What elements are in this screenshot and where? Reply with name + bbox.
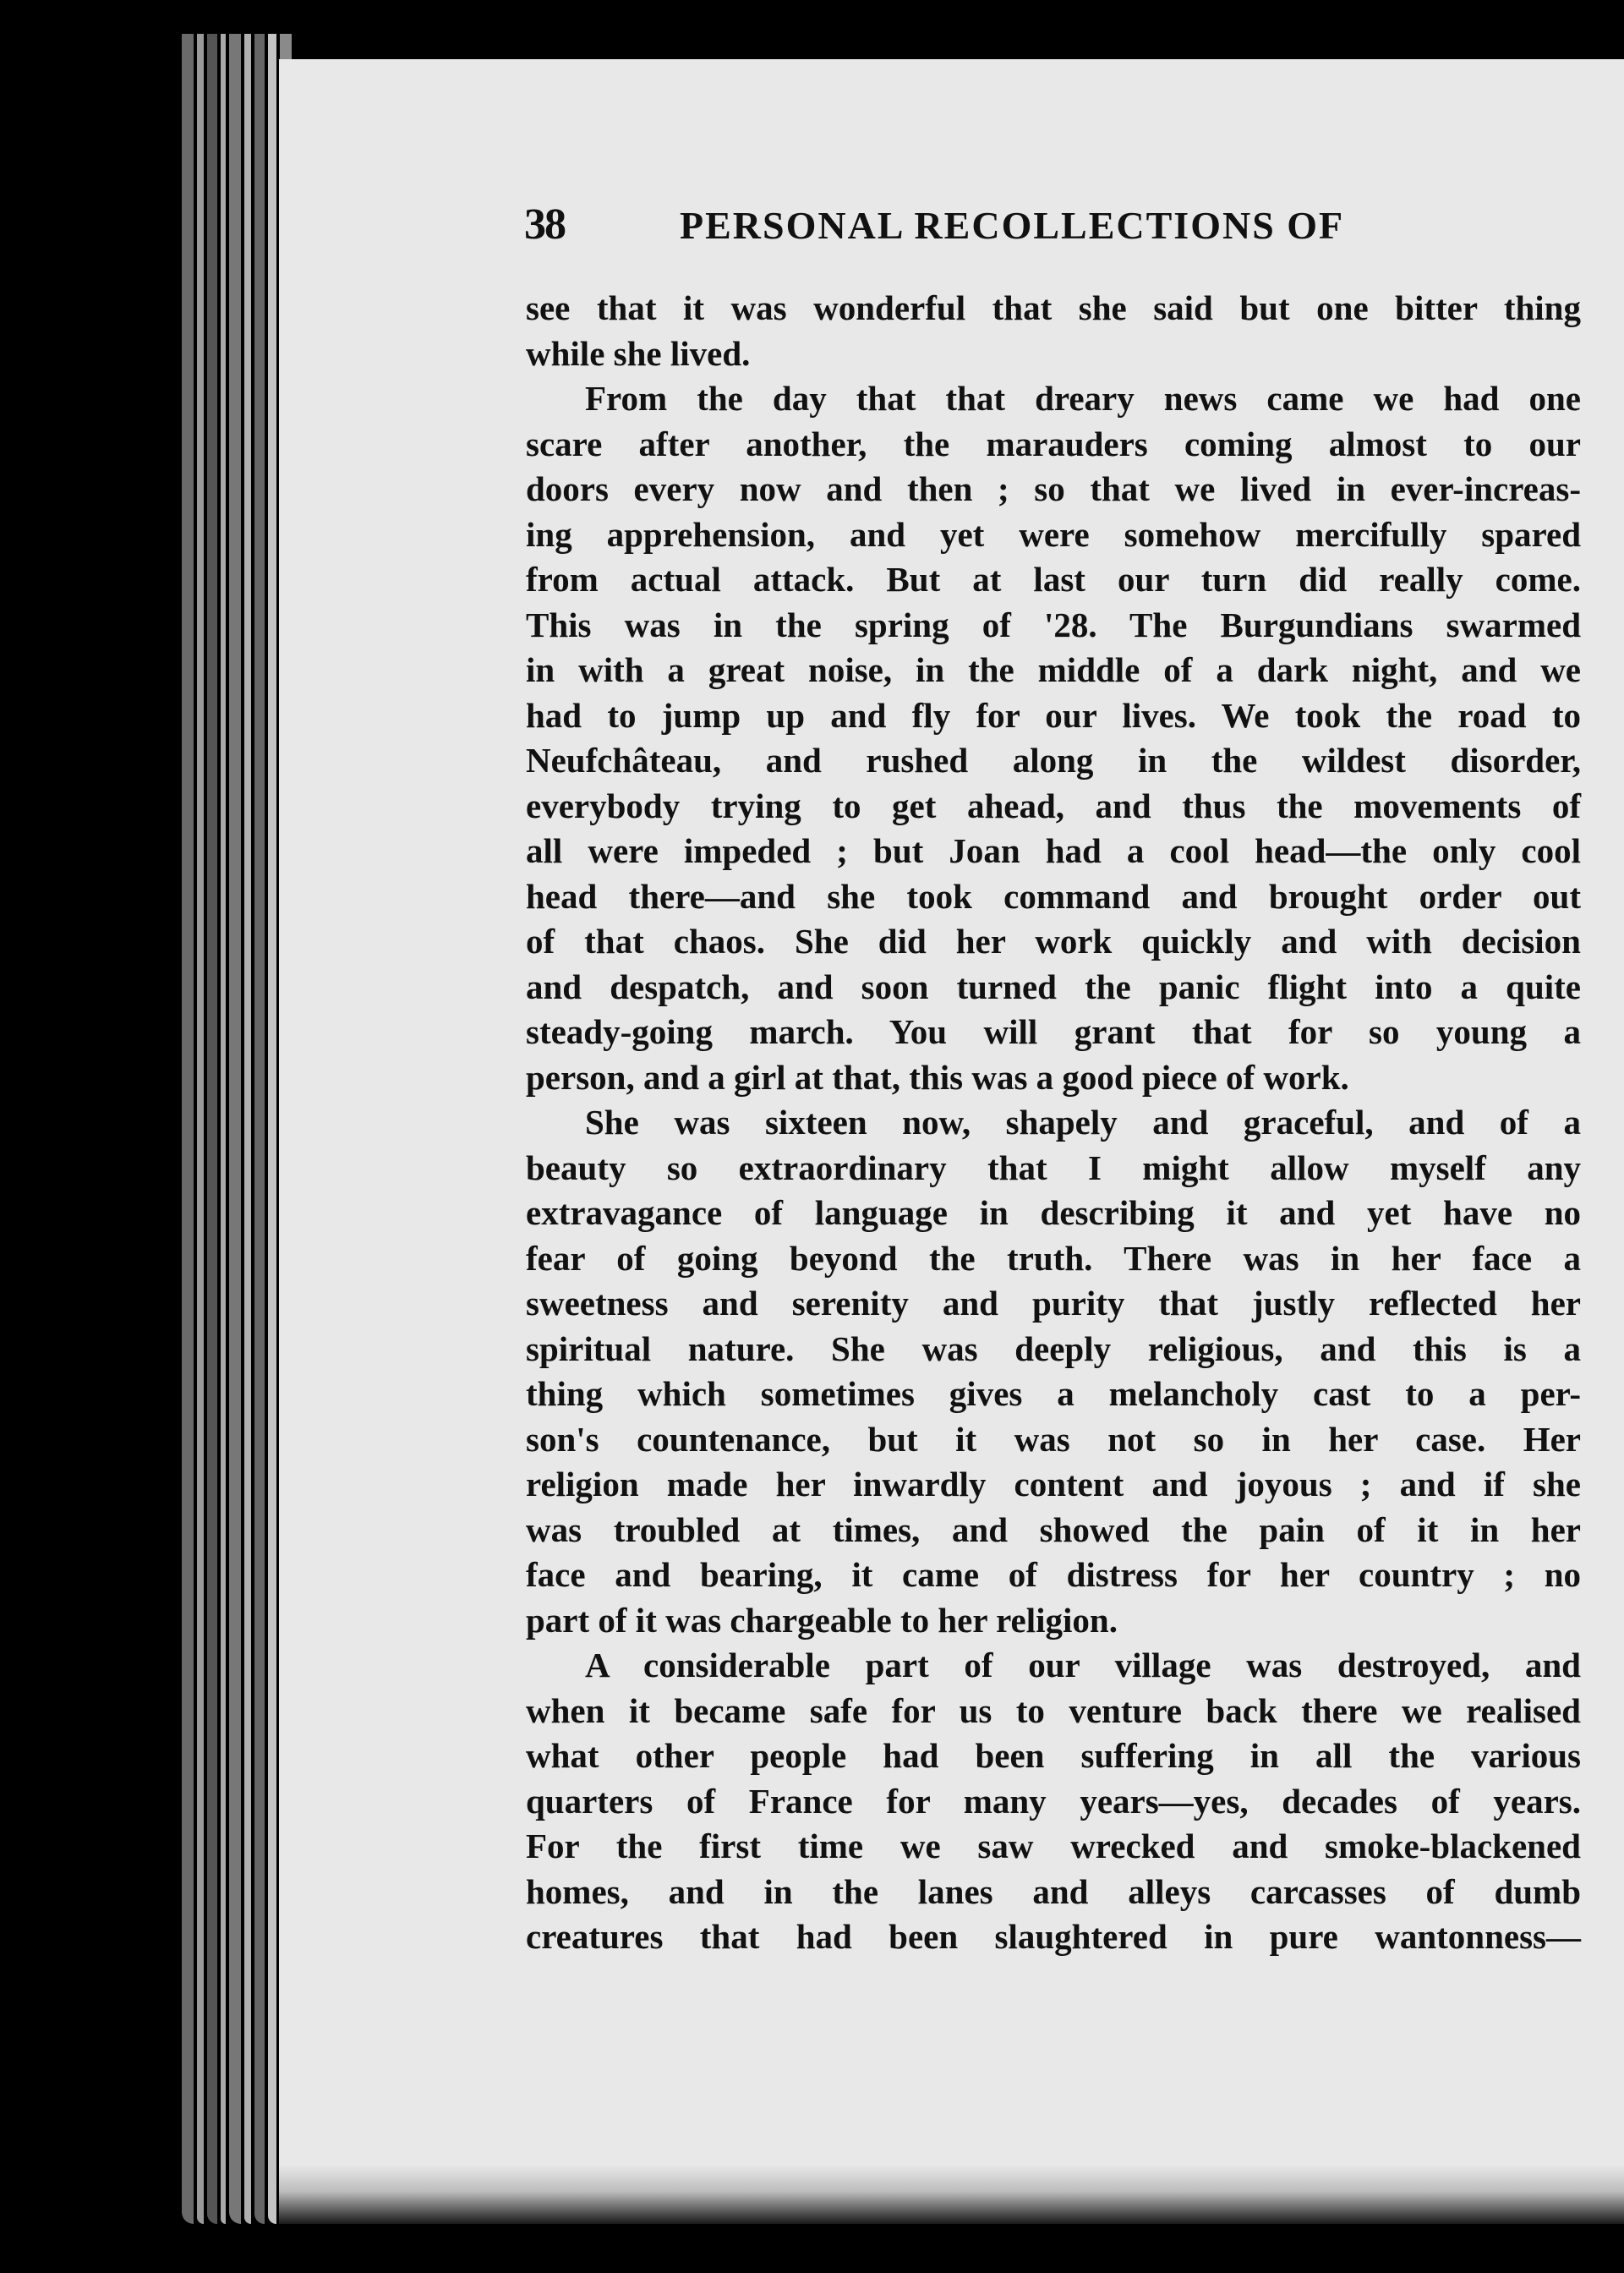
text-line: ing apprehension, and yet were somehow mercifully spared xyxy=(526,514,1581,554)
text-line: scare after another, the marauders coming almost to our xyxy=(526,424,1581,463)
text-line: in with a great noise, in the middle of a dark night, and we xyxy=(526,650,1581,689)
text-line: while she lived. xyxy=(526,333,751,373)
text-line: of that chaos. She did her work quickly and with decision xyxy=(526,922,1581,961)
text-line: religion made her inwardly content and joyous ; and if she xyxy=(526,1465,1581,1503)
text-line: doors every now and then ; so that we lived in ever-increas- xyxy=(526,469,1581,508)
text-line: was troubled at times, and showed the pain of it in her xyxy=(526,1509,1581,1549)
text-line: quarters of France for many years—yes, decades of years. xyxy=(526,1781,1581,1821)
page-header xyxy=(524,196,1581,272)
text-line: steady-going march. You will grant that for so young a xyxy=(526,1012,1581,1051)
text-line: see that it was wonderful that she said but one bitter thing xyxy=(526,288,1581,327)
text-line: everybody trying to get ahead, and thus the movements of xyxy=(526,786,1581,825)
text-line: when it became safe for us to venture back there we realised xyxy=(526,1690,1581,1730)
text-line: This was in the spring of '28. The Burgundians swarmed xyxy=(526,605,1581,644)
page-bottom-shadow xyxy=(279,2165,1624,2224)
text-line: what other people had been suffering in all the various xyxy=(526,1736,1581,1775)
text-line: From the day that that dreary news came we had one xyxy=(585,379,1581,418)
text-line: from actual attack. But at last our turn did really come. xyxy=(526,560,1581,599)
text-line: thing which sometimes gives a melancholy cast to a per- xyxy=(526,1374,1581,1413)
text-line: creatures that had been slaughtered in pure wantonness— xyxy=(526,1917,1581,1956)
text-line: A considerable part of our village was destroyed, and xyxy=(585,1646,1581,1684)
text-line: person, and a girl at that, this was a good piece of work. xyxy=(526,1057,1349,1097)
text-line: and despatch, and soon turned the panic flight into a quite xyxy=(526,967,1581,1006)
text-line: fear of going beyond the truth. There was in her face a xyxy=(526,1238,1581,1278)
text-line: head there—and she took command and brought order out xyxy=(526,876,1581,916)
text-line: Neufchâteau, and rushed along in the wildest disorder, xyxy=(526,741,1581,780)
text-line: sweetness and serenity and purity that justly reflected her xyxy=(526,1284,1581,1323)
running-head: PERSONAL RECOLLECTIONS OF xyxy=(680,204,1345,247)
text-line: part of it was chargeable to her religion. xyxy=(526,1600,1118,1640)
body-text xyxy=(526,286,1581,1960)
page-number: 38 xyxy=(524,200,565,249)
text-line: spiritual nature. She was deeply religious, and this is a xyxy=(526,1328,1581,1368)
text-line: had to jump up and fly for our lives. We took the road to xyxy=(526,695,1581,735)
text-line: homes, and in the lanes and alleys carcasses of dumb xyxy=(526,1871,1581,1911)
text-line: all were impeded ; but Joan had a cool head—the only cool xyxy=(526,831,1581,870)
text-line: beauty so extraordinary that I might allow myself any xyxy=(526,1147,1581,1187)
text-line: She was sixteen now, shapely and graceful, and of a xyxy=(585,1103,1581,1142)
text-line: extravagance of language in describing it and yet have no xyxy=(526,1193,1581,1232)
text-line: son's countenance, but it was not so in her case. Her xyxy=(526,1419,1581,1459)
text-line: face and bearing, it came of distress for her country ; no xyxy=(526,1555,1581,1594)
text-line: For the first time we saw wrecked and smoke-blackened xyxy=(526,1827,1581,1865)
